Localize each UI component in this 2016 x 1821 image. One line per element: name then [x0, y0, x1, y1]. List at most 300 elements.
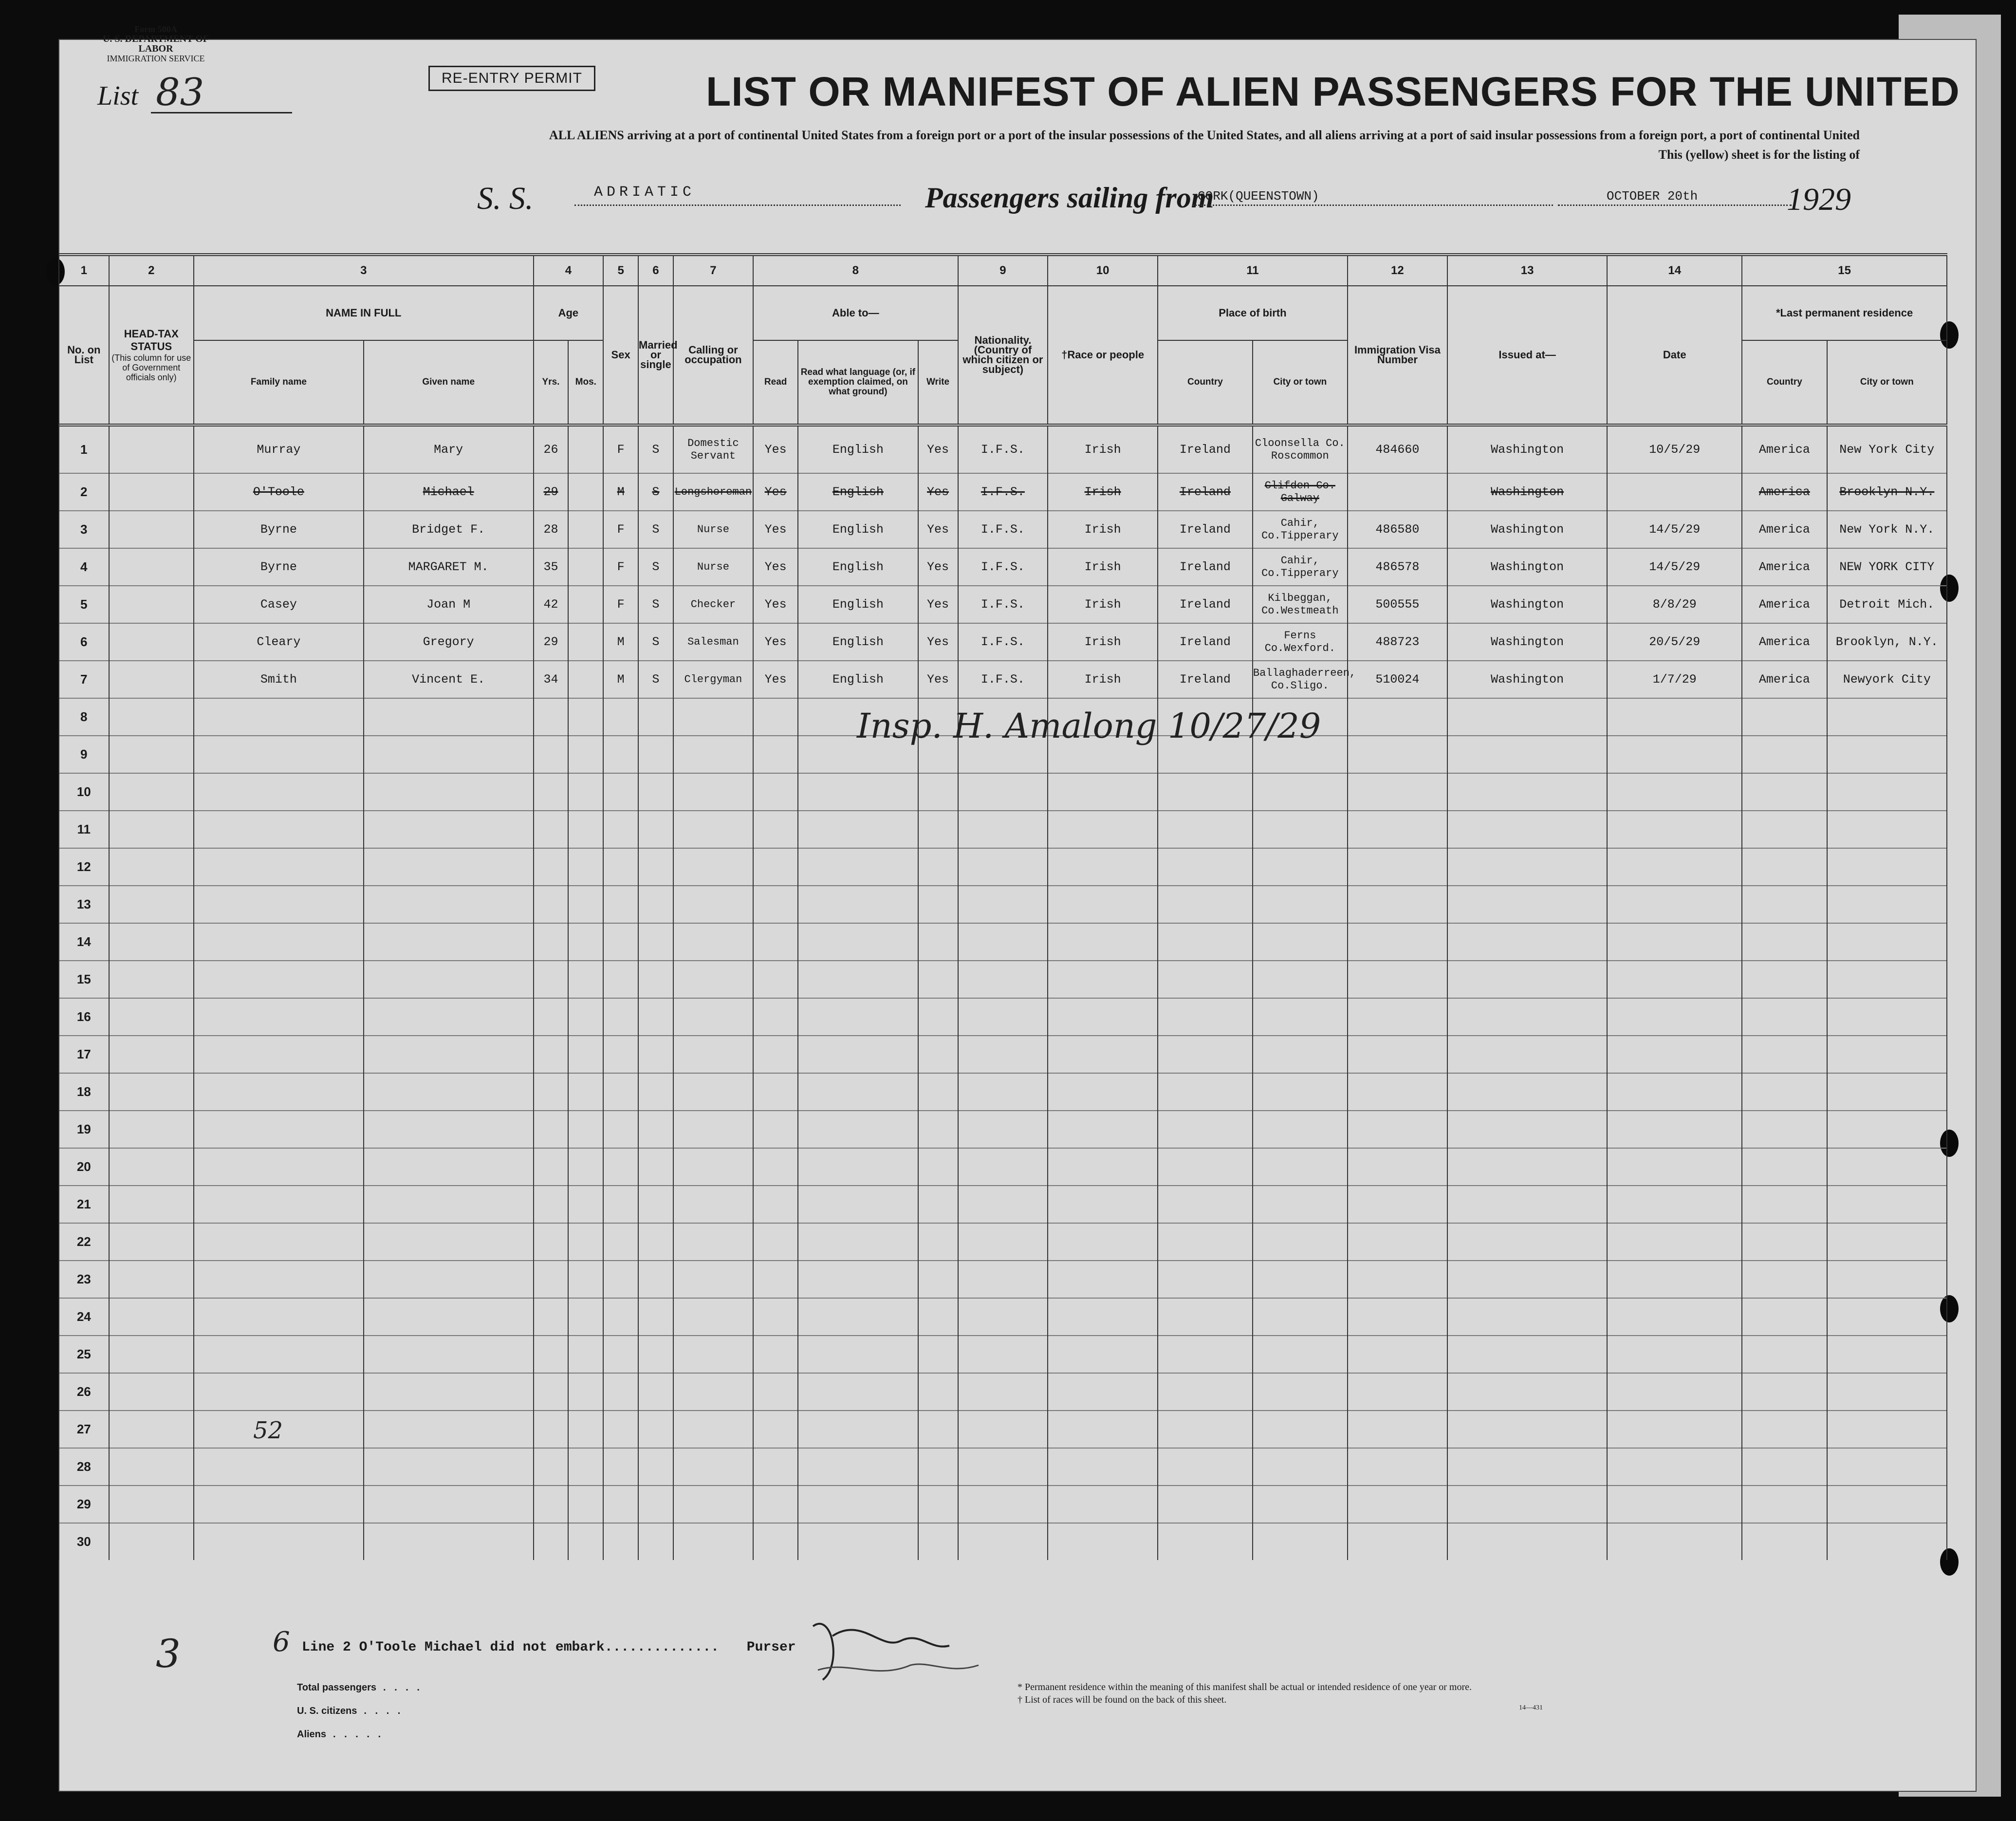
cell-empty [603, 773, 638, 811]
cell-empty [1447, 773, 1607, 811]
cell-write: Yes [918, 623, 958, 661]
cell-empty [1048, 1373, 1158, 1411]
cell-empty [1348, 1148, 1447, 1186]
cell-empty [109, 998, 194, 1036]
aliens-label: Aliens [297, 1729, 327, 1740]
cell-read: Yes [753, 425, 798, 473]
cell-read: Yes [753, 586, 798, 623]
cell-visa-date: 14/5/29 [1607, 548, 1742, 586]
cell-empty [568, 736, 603, 773]
table-row [59, 425, 1947, 473]
cell-empty [958, 886, 1048, 923]
cell-visa-number: 510024 [1348, 661, 1447, 698]
cell-empty [194, 773, 364, 811]
cell-nationality: I.F.S. [958, 473, 1048, 511]
cell-birth-country: Ireland [1158, 548, 1253, 586]
cell-empty [958, 1523, 1048, 1560]
cell-read-language: English [798, 548, 918, 586]
cell-empty [673, 1261, 753, 1298]
cell-empty [918, 848, 958, 886]
cell-issued-at: Washington [1447, 425, 1607, 473]
cell-empty [1742, 1448, 1827, 1486]
cell-empty [958, 1148, 1048, 1186]
cell-empty [798, 1486, 918, 1523]
cell-empty [1742, 811, 1827, 848]
cell-birth-city: Kilbeggan, Co.Westmeath [1253, 586, 1348, 623]
cell-empty [638, 1036, 673, 1073]
cell-empty [958, 1036, 1048, 1073]
cell-empty [958, 1073, 1048, 1111]
cell-headtax [109, 548, 194, 586]
cell-empty [753, 1223, 798, 1261]
col-read-language: Read what language (or, if exemption claimed, on what ground) [798, 340, 918, 425]
cell-read: Yes [753, 473, 798, 511]
cell-empty [673, 1373, 753, 1411]
cell-empty [673, 736, 753, 773]
column-number-row [59, 255, 1947, 286]
cell-empty [753, 1036, 798, 1073]
cell-age-mos [568, 661, 603, 698]
manifest-table-wrapper [58, 253, 1947, 1560]
table-row [59, 548, 1947, 586]
form-number: Form 500A [134, 24, 177, 34]
cell-empty [958, 1261, 1048, 1298]
cell-empty [753, 1486, 798, 1523]
cell-empty [194, 1523, 364, 1560]
cell-empty [1607, 1298, 1742, 1336]
cell-empty [753, 773, 798, 811]
cell-empty [194, 811, 364, 848]
cell-empty [1742, 886, 1827, 923]
cell-birth-country: Ireland [1158, 511, 1253, 548]
cell-empty [364, 698, 534, 736]
cell-empty [534, 886, 569, 923]
col-yrs: Yrs. [534, 340, 569, 425]
aliens-row: Aliens . . . . . [297, 1729, 384, 1740]
cell-empty [364, 736, 534, 773]
cell-age-yrs: 42 [534, 586, 569, 623]
cell-empty [1607, 1373, 1742, 1411]
cell-empty [1447, 1336, 1607, 1373]
cell-empty [1048, 998, 1158, 1036]
cell-empty [568, 1448, 603, 1486]
cell-empty [1158, 1486, 1253, 1523]
col-given-name: Given name [364, 340, 534, 425]
cell-empty [753, 998, 798, 1036]
cell-marital-status: S [638, 586, 673, 623]
cell-family-name: Byrne [194, 511, 364, 548]
cell-empty [1253, 1523, 1348, 1560]
cell-empty [1742, 736, 1827, 773]
cell-empty [194, 1336, 364, 1373]
cell-empty [194, 736, 364, 773]
cell-empty [603, 961, 638, 998]
cell-empty [364, 1073, 534, 1111]
cell-headtax [109, 473, 194, 511]
table-row [59, 511, 1947, 548]
cell-empty [194, 1486, 364, 1523]
cell-age-mos [568, 586, 603, 623]
cell-read-language: English [798, 661, 918, 698]
list-number-line [151, 112, 292, 113]
cell-empty [603, 886, 638, 923]
cell-empty [1048, 1486, 1158, 1523]
cell-empty [1447, 811, 1607, 848]
col-num: 12 [1348, 255, 1447, 286]
cell-empty [798, 961, 918, 998]
col-calling: Calling or occupation [673, 286, 753, 425]
cell-empty [1447, 961, 1607, 998]
cell-sex: F [603, 511, 638, 548]
cell-empty [673, 1298, 753, 1336]
cell-empty [603, 1298, 638, 1336]
cell-rownum: 30 [59, 1523, 109, 1560]
cell-empty [534, 811, 569, 848]
cell-marital-status: S [638, 473, 673, 511]
table-row [59, 961, 1947, 998]
table-row [59, 1036, 1947, 1073]
cell-residence-country: America [1742, 425, 1827, 473]
cell-empty [1447, 1073, 1607, 1111]
cell-empty [534, 1186, 569, 1223]
cell-rownum: 5 [59, 586, 109, 623]
cell-empty [603, 1523, 638, 1560]
cell-empty [638, 1111, 673, 1148]
col-mos: Mos. [568, 340, 603, 425]
cell-empty [1253, 1073, 1348, 1111]
subtitle-line-2: This (yellow) sheet is for the listing of [1658, 148, 1860, 162]
cell-empty [798, 923, 918, 961]
cell-empty [638, 1336, 673, 1373]
cell-empty [109, 848, 194, 886]
cell-empty [603, 698, 638, 736]
cell-read: Yes [753, 511, 798, 548]
cell-empty [534, 848, 569, 886]
table-row [59, 848, 1947, 886]
cell-empty [603, 1036, 638, 1073]
cell-residence-city: Brooklyn N.Y. [1827, 473, 1947, 511]
cell-empty [673, 998, 753, 1036]
cell-empty [673, 1411, 753, 1448]
cell-age-mos [568, 548, 603, 586]
cell-empty [673, 1186, 753, 1223]
purser-note [302, 1640, 796, 1655]
cell-empty [1827, 1486, 1947, 1523]
cell-empty [568, 886, 603, 923]
cell-empty [918, 811, 958, 848]
cell-rownum: 14 [59, 923, 109, 961]
cell-occupation: Clergyman [673, 661, 753, 698]
cell-empty [568, 698, 603, 736]
cell-empty [1742, 1523, 1827, 1560]
cell-empty [918, 1073, 958, 1111]
cell-empty [638, 1486, 673, 1523]
cell-empty [1742, 1148, 1827, 1186]
cell-empty [958, 1298, 1048, 1336]
cell-empty [1048, 1523, 1158, 1560]
cell-empty [568, 1411, 603, 1448]
cell-birth-country: Ireland [1158, 623, 1253, 661]
cell-empty [673, 1523, 753, 1560]
cell-empty [1742, 998, 1827, 1036]
cell-rownum: 23 [59, 1261, 109, 1298]
cell-empty [1607, 736, 1742, 773]
cell-empty [194, 1036, 364, 1073]
cell-write: Yes [918, 586, 958, 623]
cell-empty [1348, 1336, 1447, 1373]
cell-empty [534, 1411, 569, 1448]
cell-empty [1742, 1261, 1827, 1298]
cell-empty [603, 1261, 638, 1298]
cell-empty [534, 961, 569, 998]
cell-empty [798, 1336, 918, 1373]
cell-empty [1447, 923, 1607, 961]
cell-empty [109, 1148, 194, 1186]
table-row [59, 1336, 1947, 1373]
col-head-tax [109, 286, 194, 425]
cell-empty [1048, 1036, 1158, 1073]
col-num: 8 [753, 255, 958, 286]
cell-empty [1447, 698, 1607, 736]
cell-rownum: 18 [59, 1073, 109, 1111]
cell-empty [603, 811, 638, 848]
cell-rownum: 15 [59, 961, 109, 998]
page-subtitle [375, 126, 1860, 165]
cell-empty [603, 1486, 638, 1523]
cell-empty [534, 1298, 569, 1336]
cell-empty [1827, 698, 1947, 736]
cell-occupation: Nurse [673, 511, 753, 548]
cell-empty [918, 1411, 958, 1448]
cell-empty [918, 1148, 958, 1186]
cell-visa-date: 8/8/29 [1607, 586, 1742, 623]
cell-empty [603, 1073, 638, 1111]
cell-empty [1742, 1186, 1827, 1223]
cell-sex: F [603, 425, 638, 473]
cell-empty [1742, 1373, 1827, 1411]
col-birth-country: Country [1158, 340, 1253, 425]
col-num: 7 [673, 255, 753, 286]
table-row [59, 473, 1947, 511]
table-row [59, 586, 1947, 623]
cell-residence-country: America [1742, 548, 1827, 586]
margin-number-annotation: 52 [253, 1417, 283, 1444]
cell-rownum: 21 [59, 1186, 109, 1223]
cell-empty [753, 1373, 798, 1411]
cell-empty [1158, 961, 1253, 998]
list-number: 83 [156, 71, 204, 114]
cell-empty [194, 1148, 364, 1186]
cell-empty [1348, 1223, 1447, 1261]
cell-rownum: 10 [59, 773, 109, 811]
cell-empty [753, 1298, 798, 1336]
col-num: 11 [1158, 255, 1348, 286]
cell-empty [568, 1523, 603, 1560]
cell-nationality: I.F.S. [958, 623, 1048, 661]
ss-label: S. S. [477, 181, 534, 216]
cell-empty [798, 773, 918, 811]
cell-empty [568, 923, 603, 961]
cell-empty [1158, 1186, 1253, 1223]
table-row [59, 661, 1947, 698]
cell-occupation: Checker [673, 586, 753, 623]
table-row [59, 1373, 1947, 1411]
passenger-table-body [59, 425, 1947, 1560]
cell-empty [534, 1448, 569, 1486]
cell-empty [1253, 886, 1348, 923]
totals-block [297, 1676, 423, 1746]
cell-headtax [109, 425, 194, 473]
cell-empty [638, 1411, 673, 1448]
cell-empty [1348, 736, 1447, 773]
cell-given-name: Bridget F. [364, 511, 534, 548]
cell-age-yrs: 29 [534, 623, 569, 661]
cell-empty [1447, 1148, 1607, 1186]
cell-empty [364, 1036, 534, 1073]
cell-empty [534, 1148, 569, 1186]
cell-empty [673, 1148, 753, 1186]
cell-empty [1158, 1523, 1253, 1560]
cell-empty [603, 923, 638, 961]
cell-family-name: Cleary [194, 623, 364, 661]
cell-empty [798, 886, 918, 923]
cell-age-yrs: 26 [534, 425, 569, 473]
cell-headtax [109, 623, 194, 661]
cell-empty [1158, 1411, 1253, 1448]
cell-empty [1048, 1148, 1158, 1186]
cell-empty [638, 998, 673, 1036]
cell-read: Yes [753, 548, 798, 586]
cell-empty [918, 923, 958, 961]
table-row [59, 998, 1947, 1036]
cell-empty [568, 1298, 603, 1336]
cell-residence-country: America [1742, 511, 1827, 548]
cell-issued-at: Washington [1447, 473, 1607, 511]
cell-empty [673, 1486, 753, 1523]
cell-empty [753, 1523, 798, 1560]
cell-empty [1607, 1148, 1742, 1186]
cell-residence-city: New York N.Y. [1827, 511, 1947, 548]
cell-empty [1742, 698, 1827, 736]
cell-empty [194, 1186, 364, 1223]
cell-rownum: 8 [59, 698, 109, 736]
cell-empty [109, 1411, 194, 1448]
cell-birth-city: Cahir, Co.Tipperary [1253, 548, 1348, 586]
cell-empty [1827, 736, 1947, 773]
cell-issued-at: Washington [1447, 623, 1607, 661]
table-row [59, 623, 1947, 661]
cell-empty [1742, 1223, 1827, 1261]
cell-race: Irish [1048, 623, 1158, 661]
cell-age-yrs: 29 [534, 473, 569, 511]
cell-empty [1348, 1373, 1447, 1411]
cell-empty [1447, 1036, 1607, 1073]
cell-empty [1253, 1448, 1348, 1486]
cell-empty [109, 698, 194, 736]
cell-empty [1447, 1223, 1607, 1261]
cell-empty [109, 773, 194, 811]
cell-age-mos [568, 623, 603, 661]
cell-empty [534, 1486, 569, 1523]
cell-read-language: English [798, 623, 918, 661]
cell-empty [603, 1373, 638, 1411]
cell-empty [798, 1073, 918, 1111]
cell-rownum: 25 [59, 1336, 109, 1373]
cell-empty [1158, 886, 1253, 923]
cell-empty [1607, 1186, 1742, 1223]
cell-birth-country: Ireland [1158, 586, 1253, 623]
table-row [59, 1486, 1947, 1523]
cell-write: Yes [918, 511, 958, 548]
cell-empty [1048, 1073, 1158, 1111]
cell-empty [1158, 1336, 1253, 1373]
cell-empty [1827, 1073, 1947, 1111]
cell-rownum: 1 [59, 425, 109, 473]
cell-empty [798, 998, 918, 1036]
cell-empty [1447, 1486, 1607, 1523]
cell-empty [568, 1261, 603, 1298]
did-not-embark-note: Line 2 O'Toole Michael did not embark.............. [302, 1640, 719, 1655]
sailing-year: 1929 [1787, 182, 1851, 217]
col-res-country: Country [1742, 340, 1827, 425]
cell-rownum: 3 [59, 511, 109, 548]
cell-empty [958, 1336, 1048, 1373]
cell-empty [1827, 1373, 1947, 1411]
cell-empty [798, 1373, 918, 1411]
cell-empty [753, 1073, 798, 1111]
cell-empty [603, 848, 638, 886]
cell-empty [1158, 1298, 1253, 1336]
cell-empty [1827, 1223, 1947, 1261]
cell-empty [1253, 1486, 1348, 1523]
cell-empty [798, 1261, 918, 1298]
cell-race: Irish [1048, 661, 1158, 698]
cell-empty [109, 923, 194, 961]
cell-empty [673, 773, 753, 811]
cell-empty [1158, 811, 1253, 848]
cell-headtax [109, 661, 194, 698]
cell-family-name: Casey [194, 586, 364, 623]
cell-empty [109, 1111, 194, 1148]
cell-empty [1447, 998, 1607, 1036]
col-num: 9 [958, 255, 1048, 286]
cell-empty [568, 1373, 603, 1411]
cell-empty [1827, 1186, 1947, 1223]
cell-empty [364, 1373, 534, 1411]
cell-empty [753, 1336, 798, 1373]
cell-empty [1607, 923, 1742, 961]
cell-empty [798, 1411, 918, 1448]
cell-empty [1607, 1223, 1742, 1261]
cell-empty [194, 1073, 364, 1111]
col-visa-date: Date [1607, 286, 1742, 425]
cell-sex: M [603, 473, 638, 511]
us-citizens-row: U. S. citizens . . . . [297, 1706, 404, 1716]
cell-residence-country: America [1742, 623, 1827, 661]
cell-empty [568, 1186, 603, 1223]
cell-headtax [109, 511, 194, 548]
cell-empty [1827, 1336, 1947, 1373]
cell-rownum: 6 [59, 623, 109, 661]
cell-empty [1253, 1111, 1348, 1148]
cell-empty [1348, 1111, 1447, 1148]
cell-residence-country: America [1742, 586, 1827, 623]
cell-empty [918, 1298, 958, 1336]
cell-empty [638, 1073, 673, 1111]
cell-empty [958, 1373, 1048, 1411]
cell-empty [1048, 1223, 1158, 1261]
printer-mark: 14—431 [1519, 1704, 1543, 1711]
